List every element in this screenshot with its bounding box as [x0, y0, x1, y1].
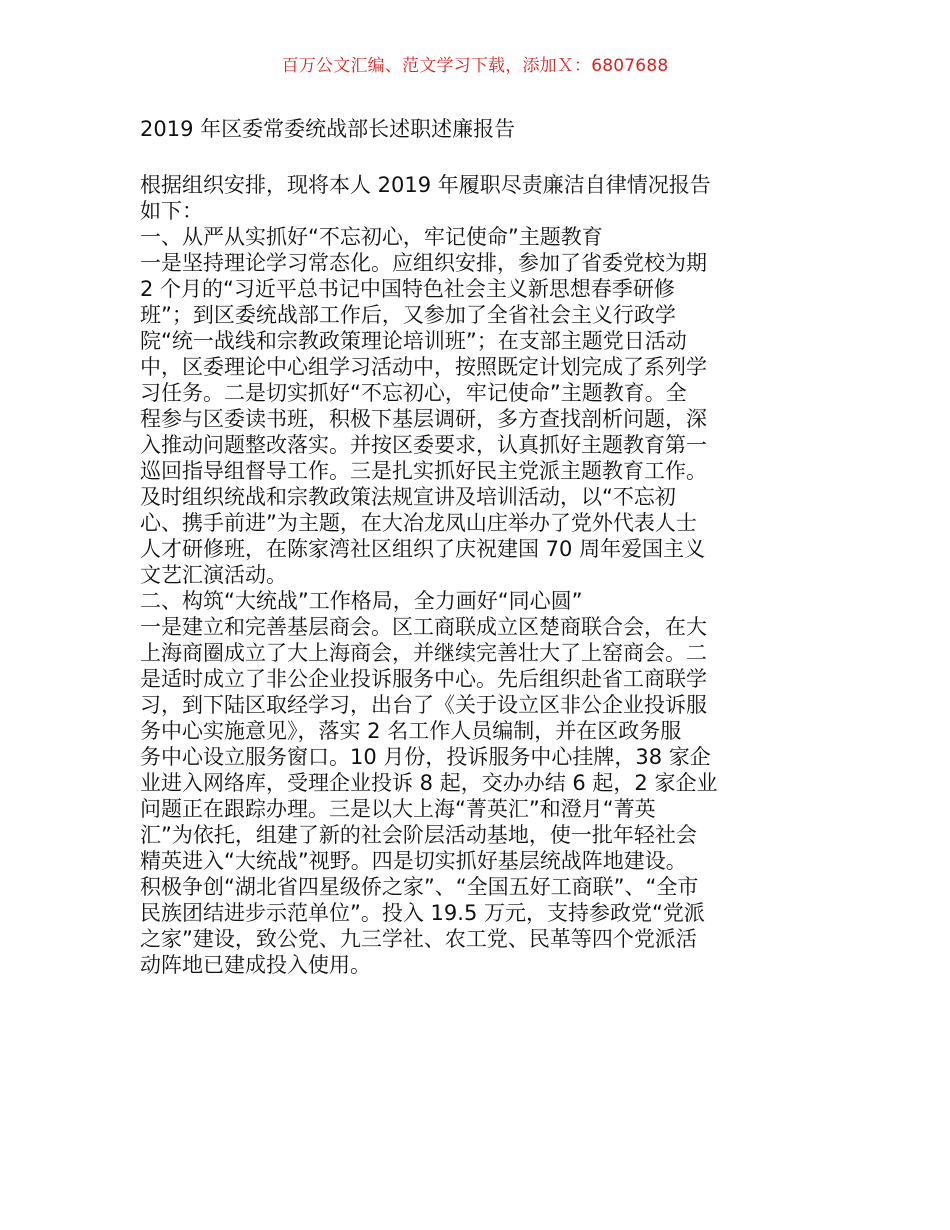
body-line: 文艺汇演活动。	[140, 563, 287, 587]
body-line: 民族团结进步示范单位”。投入 19.5 万元，支持参政党“党派	[140, 901, 705, 925]
body-line: 积极争创“湖北省四星级侨之家”、“全国五好工商联”、“全市	[140, 875, 699, 899]
document-body	[140, 172, 820, 978]
body-line: 一是坚持理论学习常态化。应组织安排，参加了省委党校为期	[140, 251, 707, 275]
body-line: 上海商圈成立了大上海商会，并继续完善壮大了上窑商会。二	[140, 641, 707, 665]
body-line: 根据组织安排，现将本人 2019 年履职尽责廉洁自律情况报告	[140, 173, 711, 197]
body-line: 人才研修班，在陈家湾社区组织了庆祝建国 70 周年爱国主义	[140, 537, 706, 561]
body-line: 一、从严从实抓好“不忘初心，牢记使命”主题教育	[140, 225, 603, 249]
body-line: 班”；到区委统战部工作后，又参加了全省社会主义行政学	[140, 303, 676, 327]
body-line: 问题正在跟踪办理。三是以大上海“菁英汇”和澄月“菁英	[140, 797, 656, 821]
document-title: 2019 年区委常委统战部长述职述廉报告	[140, 117, 516, 141]
header-download-note: 百万公文汇编、范文学习下载，添加Ｘ：6807688	[281, 56, 669, 76]
body-line: 程参与区委读书班，积极下基层调研，多方查找剖析问题，深	[140, 407, 707, 431]
body-line: 是适时成立了非公企业投诉服务中心。先后组织赴省工商联学	[140, 667, 707, 691]
body-line: 汇”为依托，组建了新的社会阶层活动基地，使一批年轻社会	[140, 823, 697, 847]
body-line: 之家”建设，致公党、九三学社、农工党、民革等四个党派活	[140, 927, 697, 951]
body-line: 精英进入“大统战”视野。四是切实抓好基层统战阵地建设。	[140, 849, 687, 873]
body-line: 动阵地已建成投入使用。	[140, 953, 371, 977]
body-line: 业进入网络库，受理企业投诉 8 起，交办办结 6 起，2 家企业	[140, 771, 718, 795]
body-line: 务中心设立服务窗口。10 月份，投诉服务中心挂牌，38 家企	[140, 745, 711, 769]
body-line: 心、携手前进”为主题，在大冶龙凤山庄举办了党外代表人士	[140, 511, 697, 535]
body-line: 务中心实施意见》，落实 2 名工作人员编制，并在区政务服	[140, 719, 682, 743]
body-line: 习，到下陆区取经学习，出台了《关于设立区非公企业投诉服	[140, 693, 707, 717]
body-line: 二、构筑“大统战”工作格局，全力画好“同心圆”	[140, 589, 583, 613]
body-line: 及时组织统战和宗教政策法规宣讲及培训活动，以“不忘初	[140, 485, 676, 509]
body-line: 2 个月的“习近平总书记中国特色社会主义新思想春季研修	[140, 277, 675, 301]
body-line: 一是建立和完善基层商会。区工商联成立区楚商联合会，在大	[140, 615, 707, 639]
body-line: 入推动问题整改落实。并按区委要求，认真抓好主题教育第一	[140, 433, 707, 457]
body-line: 习任务。二是切实抓好“不忘初心，牢记使命”主题教育。全	[140, 381, 687, 405]
body-line: 院“统一战线和宗教政策理论培训班”；在支部主题党日活动	[140, 329, 687, 353]
body-line: 巡回指导组督导工作。三是扎实抓好民主党派主题教育工作。	[140, 459, 707, 483]
body-line: 中，区委理论中心组学习活动中，按照既定计划完成了系列学	[140, 355, 707, 379]
body-line: 如下：	[140, 199, 203, 223]
